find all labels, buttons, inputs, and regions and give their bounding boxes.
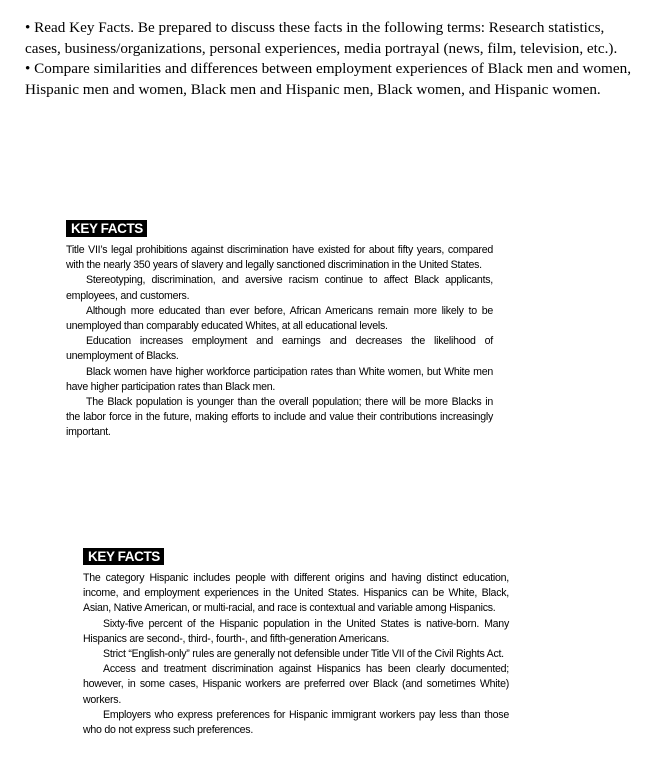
key-facts-box-black — [66, 220, 493, 441]
key-fact-paragraph: Title VII’s legal prohibitions against discrimination have existed for about fifty years, compared with the nearly 350 years of slavery and legally sanctioned discrimination in the United States. — [66, 244, 493, 272]
key-facts-label: KEY FACTS — [66, 220, 147, 237]
key-fact-paragraph: Employers who express preferences for Hispanic immigrant workers pay less than those who do not express such preferences. — [83, 708, 509, 737]
key-facts-label: KEY FACTS — [83, 548, 164, 565]
key-fact-paragraph: Black women have higher workforce participation rates than White women, but White men have higher participation rates than Black men. — [66, 365, 493, 393]
key-fact-paragraph: Access and treatment discrimination against Hispanics has been clearly documented; however, in some cases, Hispanic workers are preferred over Black (and sometimes White) workers. — [83, 663, 509, 706]
key-fact-paragraph: The Black population is younger than the overall population; there will be more Blacks in the labor force in the future, making efforts to include and value their contributions increasingly important. — [66, 396, 493, 439]
key-fact-paragraph: Sixty-five percent of the Hispanic population in the United States is native-born. Many Hispanics are second-, third-, fourth-, and fifth-generation Americans. — [83, 617, 509, 645]
instruction-item: • Compare similarities and differences between employment experiences of Black men and women, Hispanic men and women, Black men and Hispanic men, Black women, and Hispanic women. — [25, 60, 632, 98]
key-fact-paragraph: The category Hispanic includes people with different origins and having distinct education, income, and employment experiences in the United States. Hispanics can be White, Black, Asian, Native American, or multi-racial, and race is contextual and variable among Hispanics. — [83, 572, 509, 615]
instruction-item: • Read Key Facts. Be prepared to discuss these facts in the following terms: Research statistics, cases, business/organizations, personal experiences, media portrayal (news, film, television, etc.). — [25, 19, 618, 57]
key-fact-paragraph: Stereotyping, discrimination, and aversive racism continue to affect Black applicants, employees, and customers. — [66, 274, 493, 302]
key-fact-paragraph: Strict “English-only” rules are generally not defensible under Title VII of the Civil Rights Act. — [103, 648, 504, 661]
key-fact-paragraph: Education increases employment and earnings and decreases the likelihood of unemployment of Blacks. — [66, 335, 493, 363]
key-fact-paragraph: Although more educated than ever before, African Americans remain more likely to be unemployed than comparably educated Whites, at all educational levels. — [66, 304, 493, 333]
assignment-instructions — [25, 18, 640, 100]
key-facts-box-hispanic — [83, 548, 509, 738]
